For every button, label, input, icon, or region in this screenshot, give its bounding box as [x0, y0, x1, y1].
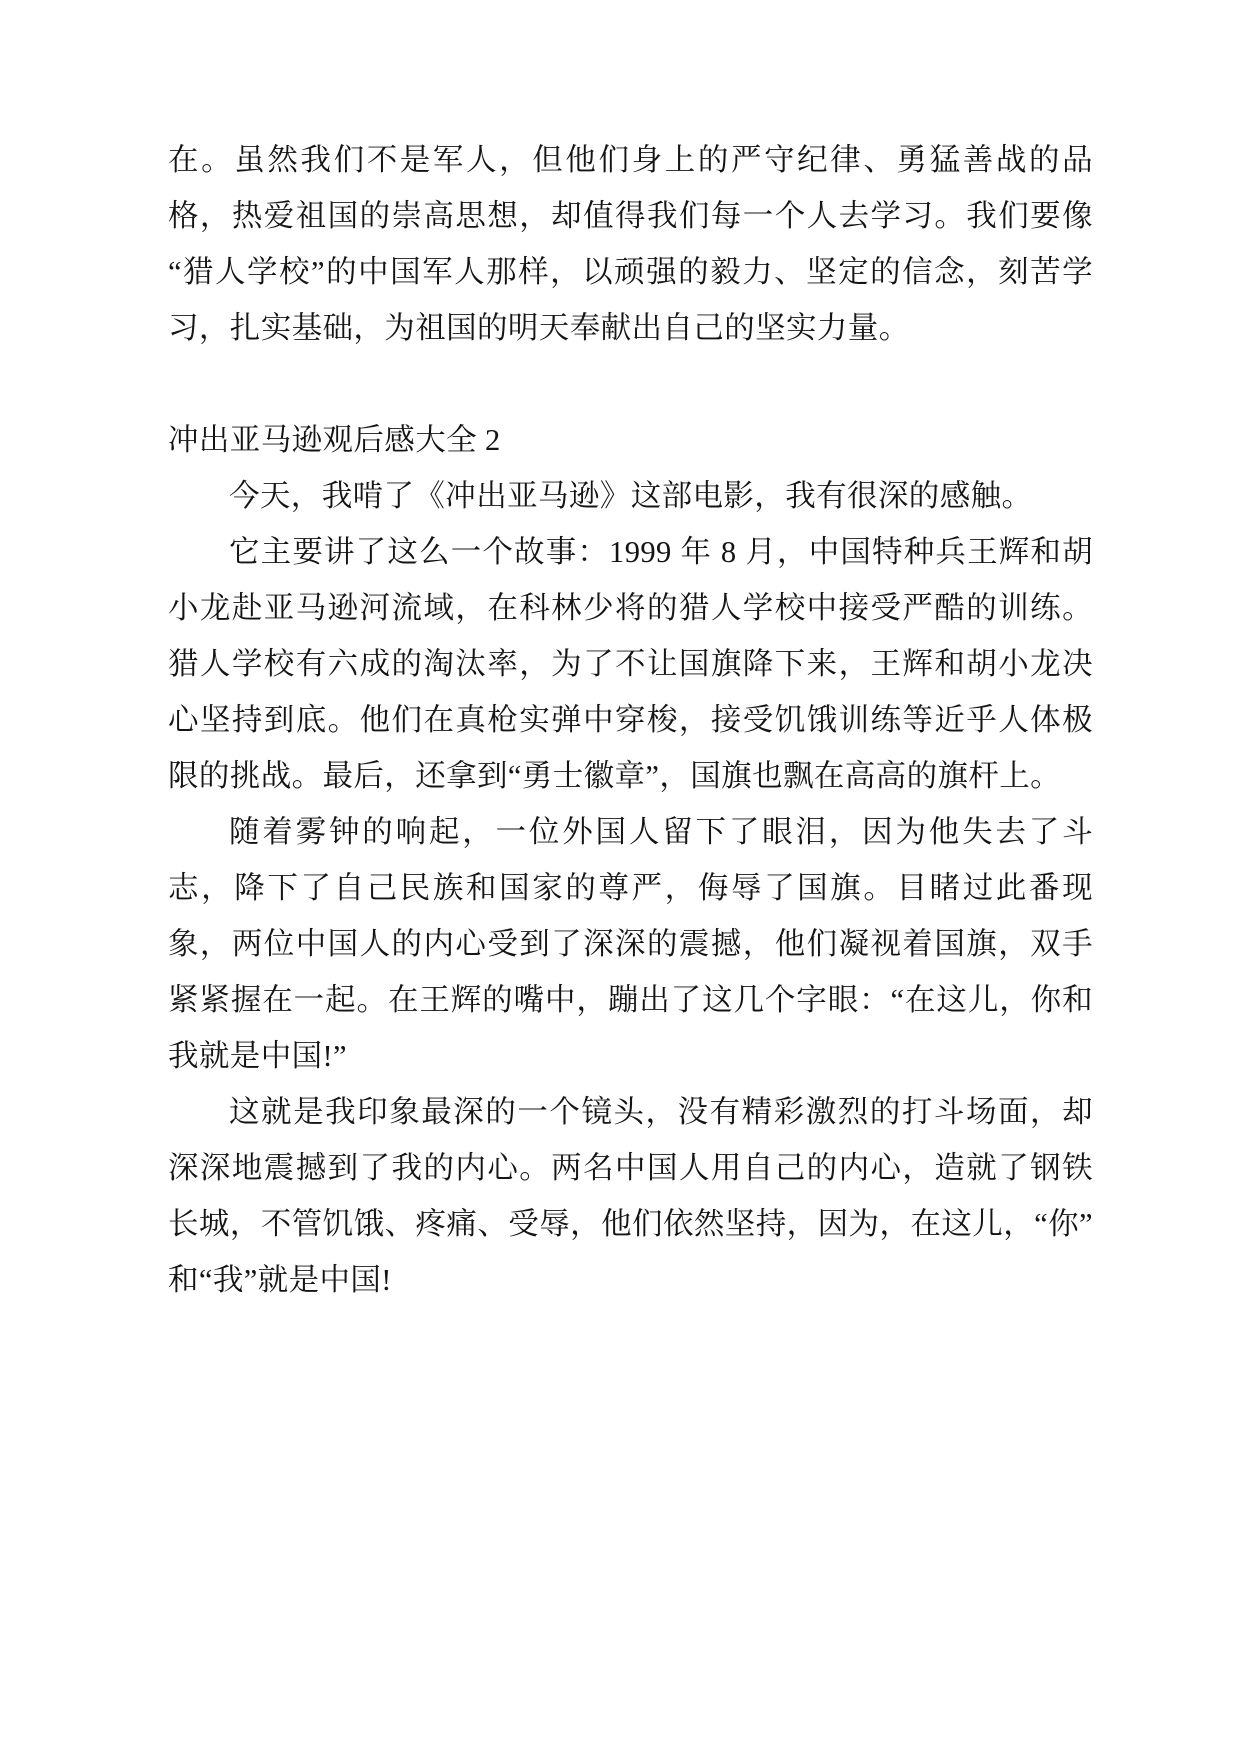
paragraph-3: 随着雾钟的响起，一位外国人留下了眼泪，因为他失去了斗志，降下了自己民族和国家的尊严，侮辱了国旗。目睹过此番现象，两位中国人的内心受到了深深的震撼，他们凝视着国旗，双手紧紧握在一起。在王辉的嘴中，蹦出了这几个字眼：“在这儿，你和我就是中国!” [168, 815, 1093, 1073]
paragraph-1: 今天，我啃了《冲出亚马逊》这部电影，我有很深的感触。 [229, 479, 1033, 513]
paragraph-continuation: 在。虽然我们不是军人，但他们身上的严守纪律、勇猛善战的品格，热爱祖国的崇高思想，却值得我们每一个人去学习。我们要像“猎人学校”的中国军人那样，以顽强的毅力、坚定的信念，刻苦学习，扎实基础，为祖国的明天奉献出自己的坚实力量。 [168, 143, 1093, 345]
document-body [168, 132, 1093, 1308]
paragraph-spacer [168, 356, 1093, 412]
paragraph-4: 这就是我印象最深的一个镜头，没有精彩激烈的打斗场面，却深深地震撼到了我的内心。两名中国人用自己的内心，造就了钢铁长城，不管饥饿、疼痛、受辱，他们依然坚持，因为，在这儿，“你”和“我”就是中国! [168, 1095, 1093, 1297]
section-heading: 冲出亚马逊观后感大全 2 [168, 423, 501, 457]
paragraph-2: 它主要讲了这么一个故事：1999 年 8 月，中国特种兵王辉和胡小龙赴亚马逊河流域，在科林少将的猎人学校中接受严酷的训练。猎人学校有六成的淘汰率，为了不让国旗降下来，王辉和胡小龙决心坚持到底。他们在真枪实弹中穿梭，接受饥饿训练等近乎人体极限的挑战。最后，还拿到“勇士徽章”，国旗也飘在高高的旗杆上。 [168, 535, 1093, 793]
